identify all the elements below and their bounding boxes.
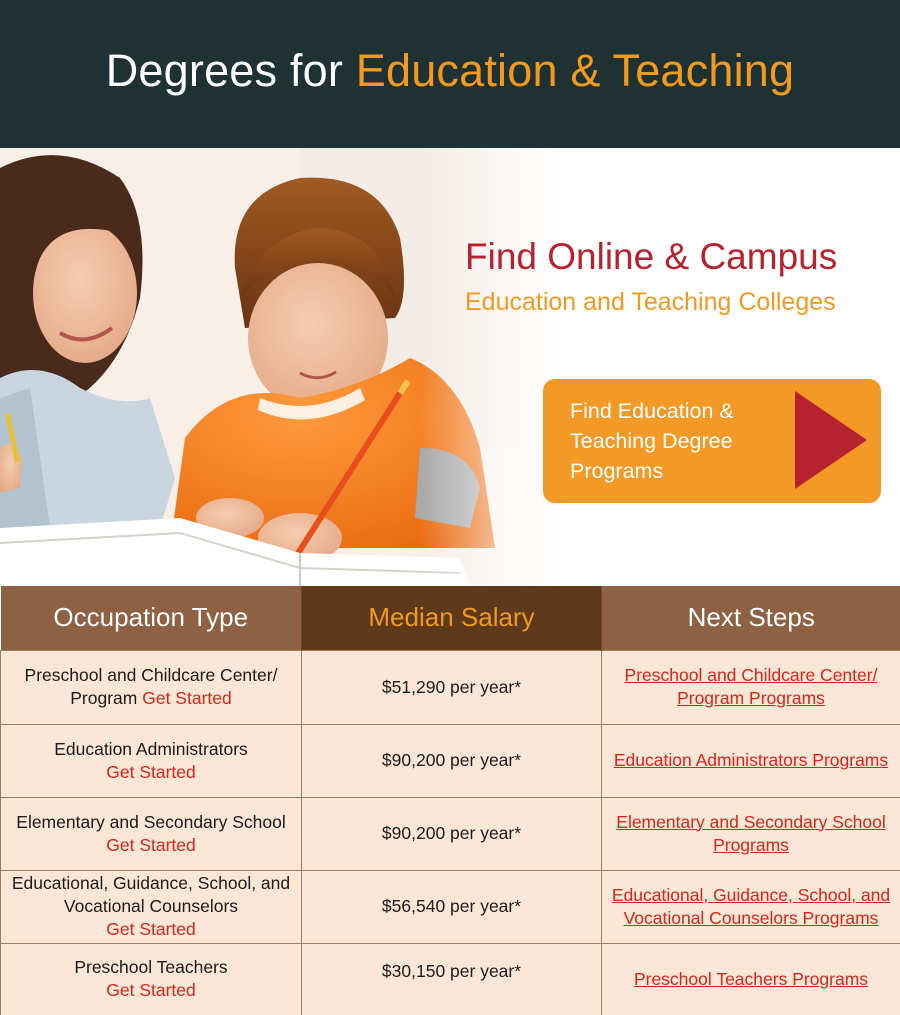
next-steps-cell [602, 650, 900, 724]
find-programs-button-label: Find Education & Teaching Degree Programs [570, 399, 734, 483]
hero-banner [0, 148, 900, 586]
table-row [1, 943, 900, 1015]
salary-cell: $90,200 per year* [302, 724, 602, 797]
next-steps-link[interactable]: Elementary and Secondary School Programs [616, 811, 886, 855]
occupation-name: Education Administrators [54, 738, 248, 759]
get-started-link[interactable]: Get Started [106, 761, 196, 782]
teacher-and-student-illustration [0, 148, 560, 586]
next-steps-link[interactable]: Preschool and Childcare Center/ Program Programs [624, 665, 878, 708]
table-header-row [1, 586, 900, 650]
page-title-prefix: Degrees for [105, 45, 356, 96]
find-programs-button[interactable] [543, 379, 881, 503]
occupation-name: Preschool Teachers [74, 957, 228, 977]
salary-cell [302, 943, 602, 1015]
occupation-cell [1, 797, 302, 870]
next-steps-cell [602, 797, 900, 870]
occupation-name: Preschool and Childcare Center/ Program [24, 665, 278, 708]
occupation-name: Educational, Guidance, School, and Vocational Counselors [11, 873, 291, 916]
get-started-link[interactable]: Get Started [106, 834, 196, 855]
next-steps-cell [602, 943, 900, 1015]
salary-value: $30,150 per year* [381, 960, 522, 981]
next-steps-link[interactable]: Educational, Guidance, School, and Vocational Counselors Programs [611, 884, 891, 928]
get-started-link[interactable]: Get Started [106, 980, 196, 1000]
column-header-next-steps: Next Steps [602, 586, 900, 650]
table-row [1, 797, 900, 870]
table-row [1, 724, 900, 797]
occupation-table [0, 586, 900, 1015]
salary-cell: $51,290 per year* [302, 650, 602, 724]
next-steps-link[interactable]: Preschool Teachers Programs [633, 968, 869, 989]
column-header-salary: Median Salary [302, 586, 602, 650]
get-started-link[interactable]: Get Started [142, 688, 232, 708]
hero-title: Find Online & Campus [465, 236, 838, 277]
table-row [1, 870, 900, 943]
page-title-accent: Education & Teaching [355, 45, 795, 96]
occupation-cell [1, 724, 302, 797]
next-steps-cell [602, 870, 900, 943]
column-header-occupation: Occupation Type [1, 586, 302, 650]
salary-cell: $90,200 per year* [302, 797, 602, 870]
occupation-cell [1, 650, 302, 724]
next-steps-cell [602, 724, 900, 797]
occupation-cell [1, 870, 302, 943]
get-started-link[interactable]: Get Started [106, 919, 196, 939]
play-triangle-icon [795, 391, 867, 489]
hero-subtitle: Education and Teaching Colleges [465, 288, 836, 316]
next-steps-link[interactable]: Education Administrators Programs [613, 750, 889, 770]
table-row [1, 650, 900, 724]
occupation-cell [1, 943, 302, 1015]
page-title [106, 45, 795, 97]
page-header [0, 0, 900, 148]
occupation-name: Elementary and Secondary School [16, 811, 286, 832]
salary-cell: $56,540 per year* [302, 870, 602, 943]
